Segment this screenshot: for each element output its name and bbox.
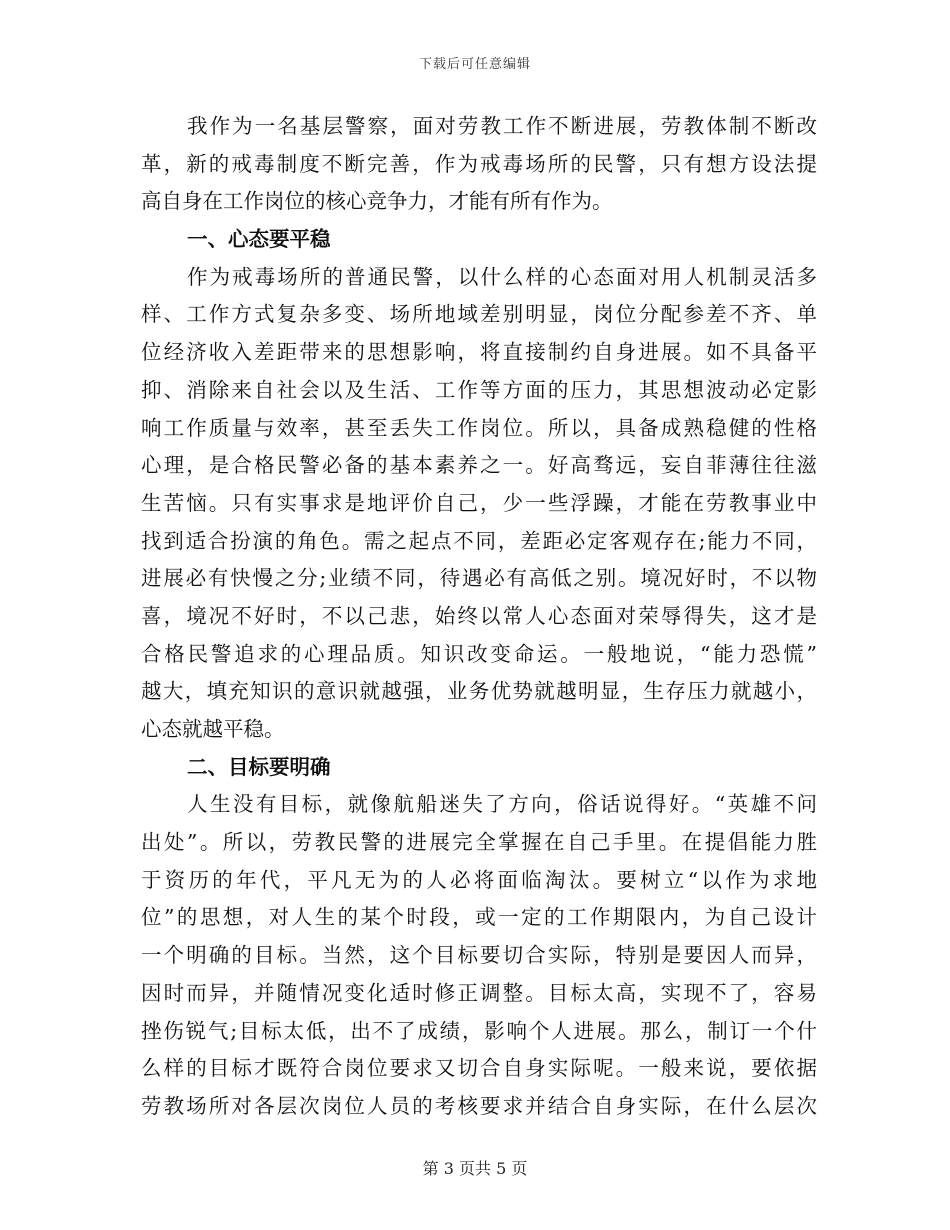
paragraph-line: 挫伤锐气;目标太低，出不了成绩，影响个人进展。那么，制订一个什 — [141, 1018, 817, 1043]
paragraph-line: 响工作质量与效率，甚至丢失工作岗位。所以，具备成熟稳健的性格 — [141, 415, 817, 440]
document-body — [141, 108, 817, 1126]
paragraph-line: 作为戒毒场所的普通民警，以什么样的心态面对用人机制灵活多 — [187, 264, 817, 289]
paragraph-line: 高自身在工作岗位的核心竞争力，才能有所有作为。 — [141, 189, 613, 214]
paragraph-line: 因时而异，并随情况变化适时修正调整。目标太高，实现不了，容易 — [141, 980, 817, 1005]
paragraph-line: 心理，是合格民警必备的基本素养之一。好高骛远，妄自菲薄往往滋 — [141, 453, 817, 478]
paragraph-line: 抑、消除来自社会以及生活、工作等方面的压力，其思想波动必定影 — [141, 377, 817, 402]
section-heading-2: 二、目标要明确 — [187, 754, 331, 779]
paragraph-line: 心态就越平稳。 — [141, 717, 285, 741]
paragraph-line: 位经济收入差距带来的思想影响，将直接制约自身进展。如不具备平 — [141, 340, 817, 365]
paragraph-line: 越大，填充知识的意识就越强，业务优势就越明显，生存压力就越小， — [141, 679, 817, 704]
paragraph-line: 合格民警追求的心理品质。知识改变命运。一般地说，“能力恐慌” — [141, 641, 817, 666]
paragraph-line: 找到适合扮演的角色。需之起点不同，差距必定客观存在;能力不同， — [141, 528, 817, 553]
section-heading-1: 一、心态要平稳 — [187, 227, 331, 252]
page-number-footer: 第 3 页共 5 页 — [422, 1159, 528, 1178]
paragraph-line: 生苦恼。只有实事求是地评价自己，少一些浮躁，才能在劳教事业中 — [141, 490, 817, 515]
paragraph-line: 革，新的戒毒制度不断完善，作为戒毒场所的民警，只有想方设法提 — [141, 151, 817, 176]
paragraph-line: 于资历的年代，平凡无为的人必将面临淘汰。要树立“以作为求地 — [141, 867, 817, 892]
paragraph-line: 位”的思想，对人生的某个时段，或一定的工作期限内，为自己设计 — [141, 905, 817, 930]
paragraph-line: 进展必有快慢之分;业绩不同，待遇必有高低之别。境况好时，不以物 — [141, 566, 817, 591]
paragraph-line: 一个明确的目标。当然，这个目标要切合实际，特别是要因人而异， — [141, 943, 817, 968]
paragraph-line: 出处”。所以，劳教民警的进展完全掌握在自己手里。在提倡能力胜 — [141, 830, 817, 855]
paragraph-line: 我作为一名基层警察，面对劳教工作不断进展，劳教体制不断改 — [187, 114, 817, 138]
paragraph-line: 喜，境况不好时，不以己悲，始终以常人心态面对荣辱得失，这才是 — [141, 603, 817, 628]
paragraph-line: 人生没有目标，就像航船迷失了方向，俗话说得好。“英雄不问 — [187, 792, 817, 817]
paragraph-line: 样、工作方式复杂多变、场所地域差别明显，岗位分配参差不齐、单 — [141, 302, 817, 327]
paragraph-line: 么样的目标才既符合岗位要求又切合自身实际呢。一般来说，要依据 — [141, 1056, 817, 1081]
page-header: 下载后可任意编辑 — [418, 57, 531, 72]
paragraph-line: 劳教场所对各层次岗位人员的考核要求并结合自身实际，在什么层次 — [141, 1093, 817, 1118]
